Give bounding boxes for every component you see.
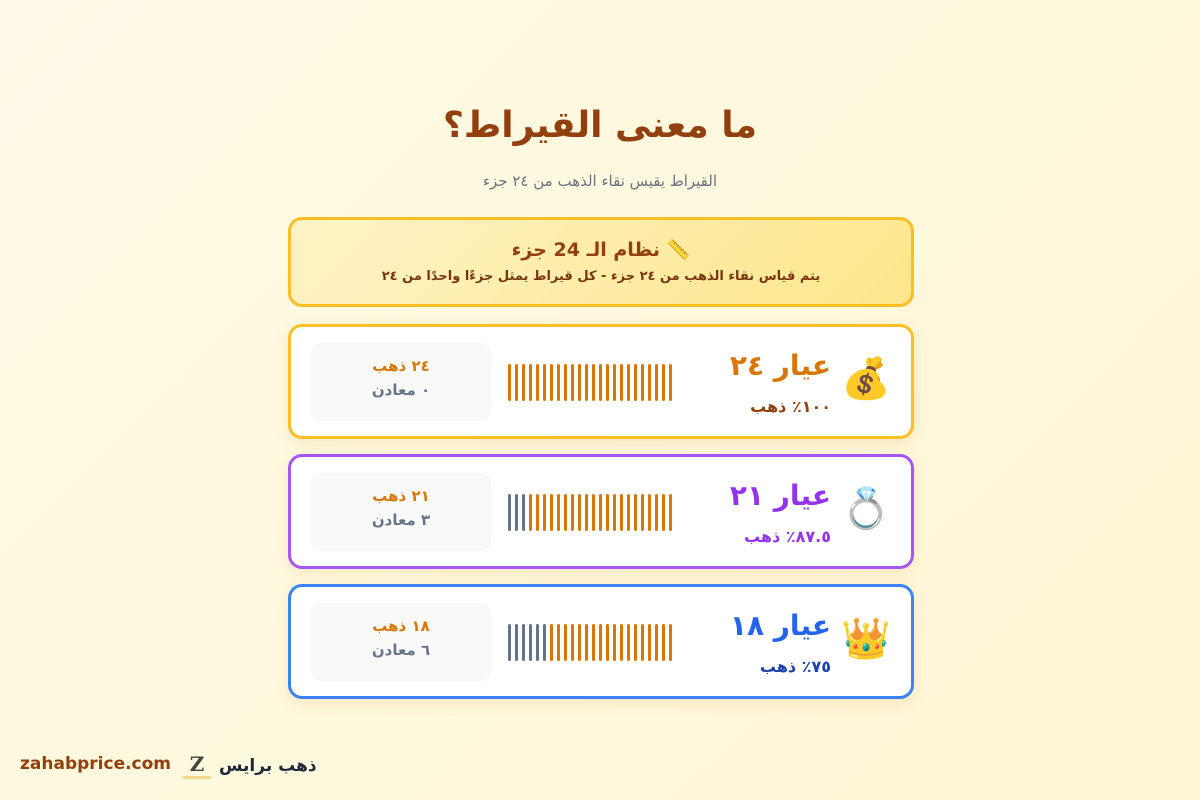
gold-bar	[536, 494, 539, 531]
gold-bar	[557, 624, 560, 661]
gold-bar	[557, 494, 560, 531]
gold-bar	[662, 624, 665, 661]
gold-bar	[599, 624, 602, 661]
gold-bar	[641, 494, 644, 531]
gold-bar	[571, 364, 574, 401]
gold-bar	[613, 364, 616, 401]
karat-percent: ٨٧.٥٪ ذهب	[744, 527, 831, 546]
gold-bar	[564, 364, 567, 401]
gold-bar	[669, 624, 672, 661]
mineral-parts: ٦ معادن	[371, 641, 431, 659]
mineral-bar	[508, 494, 511, 531]
gold-bar	[655, 364, 658, 401]
gold-bar	[669, 364, 672, 401]
composition-box	[311, 473, 491, 551]
gold-bar	[648, 364, 651, 401]
gold-bar	[627, 494, 630, 531]
gold-parts: ٢٤ ذهب	[372, 357, 430, 375]
gold-bar	[592, 494, 595, 531]
mineral-parts: ٣ معادن	[371, 511, 431, 529]
logo-icon: Z	[183, 752, 211, 779]
composition-box	[311, 603, 491, 681]
gold-bar	[648, 624, 651, 661]
gold-bar	[508, 364, 511, 401]
composition-box	[311, 343, 491, 421]
gold-bar	[529, 364, 532, 401]
gold-bar	[599, 364, 602, 401]
purity-bars	[508, 494, 672, 531]
gold-bar	[592, 624, 595, 661]
gold-bar	[515, 364, 518, 401]
gold-bar	[620, 494, 623, 531]
gold-bar	[522, 364, 525, 401]
mineral-bar	[515, 624, 518, 661]
brand-name: ذهب برايس	[219, 755, 317, 776]
gold-bar	[550, 624, 553, 661]
purity-bars	[508, 364, 672, 401]
page-title: ما معنى القيراط؟	[442, 105, 758, 146]
gold-bar	[536, 364, 539, 401]
karat-card	[288, 584, 914, 699]
gold-bar	[655, 494, 658, 531]
gold-bar	[585, 624, 588, 661]
gold-bar	[606, 494, 609, 531]
gold-bar	[585, 494, 588, 531]
gold-bar	[620, 364, 623, 401]
info-banner	[288, 217, 914, 307]
gold-bar	[620, 624, 623, 661]
karat-percent: ١٠٠٪ ذهب	[750, 397, 831, 416]
mineral-parts: ٠ معادن	[371, 381, 431, 399]
gold-bar	[662, 364, 665, 401]
gold-bar	[550, 494, 553, 531]
gold-bar	[557, 364, 560, 401]
mineral-bar	[536, 624, 539, 661]
crown-icon: 👑	[841, 616, 891, 662]
ring-icon: 💍	[841, 486, 891, 532]
gold-bar	[599, 494, 602, 531]
mineral-bar	[522, 494, 525, 531]
gold-bar	[641, 624, 644, 661]
karat-card	[288, 454, 914, 569]
banner-text: يتم قياس نقاء الذهب من ٢٤ جزء - كل قيراط يمثل جزءًا واحدًا من ٢٤	[381, 269, 821, 284]
money-bag-icon: 💰	[841, 356, 891, 402]
gold-bar	[634, 494, 637, 531]
gold-bar	[550, 364, 553, 401]
gold-bar	[613, 624, 616, 661]
gold-bar	[571, 494, 574, 531]
gold-bar	[585, 364, 588, 401]
karat-percent: ٧٥٪ ذهب	[759, 657, 831, 676]
gold-bar	[606, 624, 609, 661]
mineral-bar	[529, 624, 532, 661]
gold-bar	[543, 494, 546, 531]
karat-title: عيار ٢٤	[729, 349, 831, 382]
mineral-bar	[508, 624, 511, 661]
banner-title: 📏 نظام الـ 24 جزء	[511, 239, 691, 261]
gold-bar	[543, 364, 546, 401]
mineral-bar	[543, 624, 546, 661]
karat-title: عيار ٢١	[729, 479, 831, 512]
gold-parts: ١٨ ذهب	[372, 617, 430, 635]
gold-bar	[627, 624, 630, 661]
gold-bar	[578, 624, 581, 661]
gold-bar	[669, 494, 672, 531]
gold-bar	[655, 624, 658, 661]
gold-bar	[613, 494, 616, 531]
footer-url[interactable]: zahabprice.com	[20, 754, 172, 774]
karat-title: عيار ١٨	[729, 609, 831, 642]
gold-bar	[529, 494, 532, 531]
gold-bar	[627, 364, 630, 401]
gold-bar	[662, 494, 665, 531]
gold-bar	[578, 364, 581, 401]
gold-bar	[571, 624, 574, 661]
page-subtitle: القيراط يقيس نقاء الذهب من ٢٤ جزء	[482, 172, 717, 190]
footer-brand	[183, 752, 317, 779]
gold-bar	[648, 494, 651, 531]
gold-bar	[564, 494, 567, 531]
gold-bar	[606, 364, 609, 401]
gold-bar	[564, 624, 567, 661]
gold-bar	[634, 364, 637, 401]
purity-bars	[508, 624, 672, 661]
gold-bar	[578, 494, 581, 531]
gold-parts: ٢١ ذهب	[372, 487, 430, 505]
gold-bar	[641, 364, 644, 401]
mineral-bar	[522, 624, 525, 661]
gold-bar	[634, 624, 637, 661]
gold-bar	[592, 364, 595, 401]
karat-card	[288, 324, 914, 439]
mineral-bar	[515, 494, 518, 531]
